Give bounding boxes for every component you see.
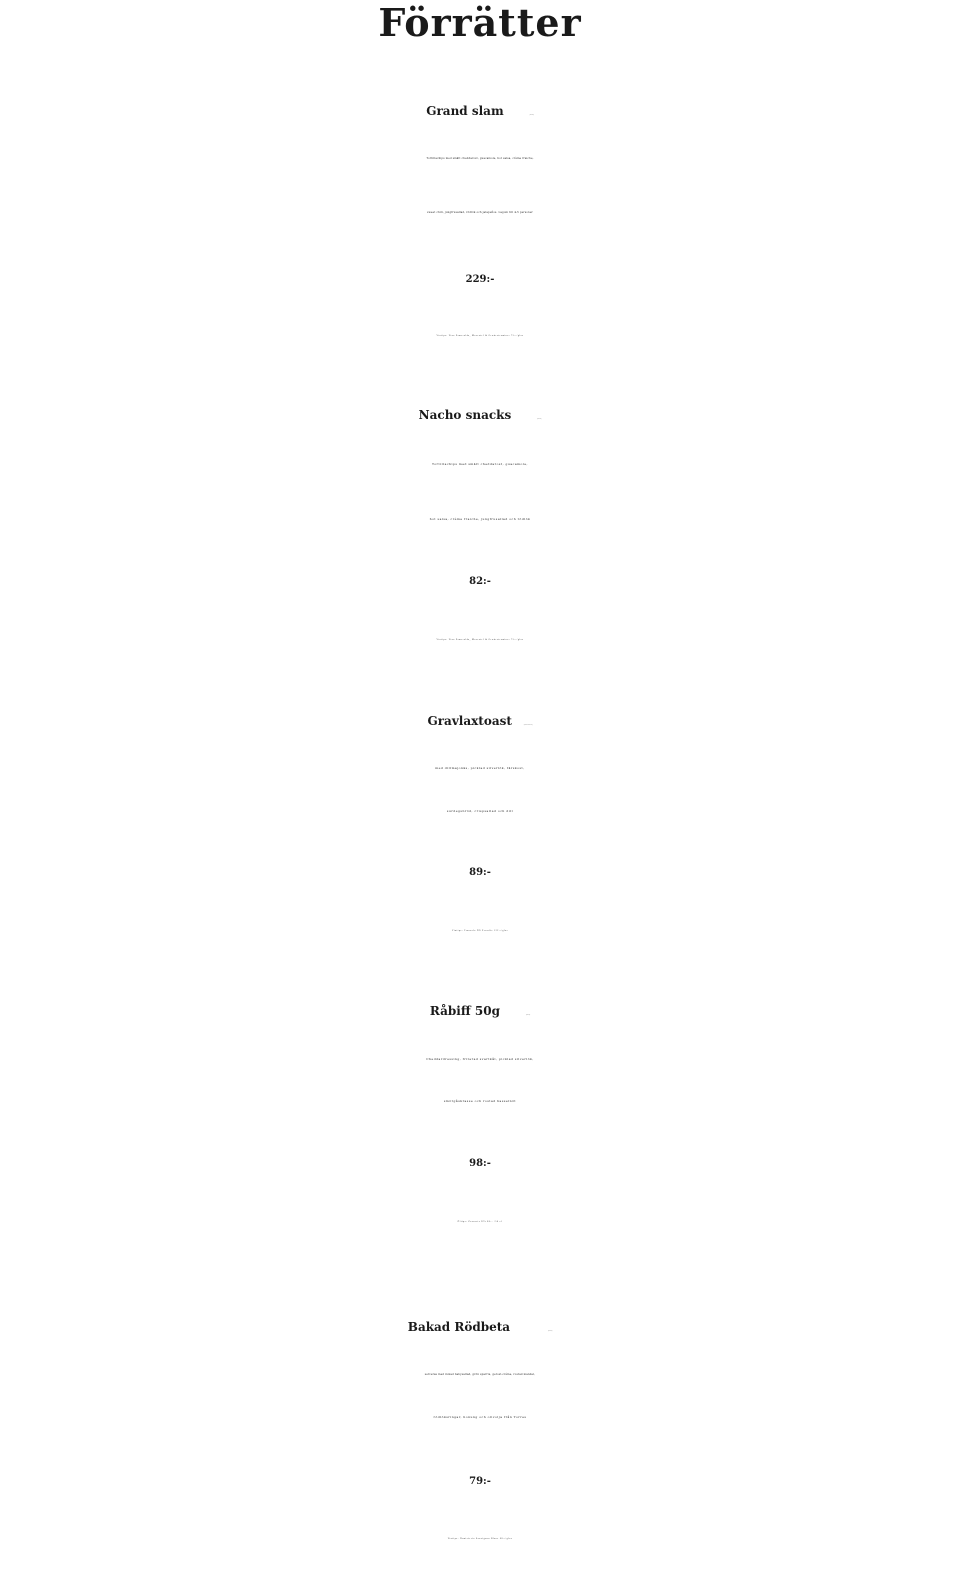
drink-tip: Vintips: Hemisferio Sauvignon Blanc 68:-/glas — [447, 1538, 513, 1540]
dish-description: hot salsa, crème fraiche, jungfrusallad och rödlök — [429, 517, 531, 521]
dietary-tag: (glutenfri) — [548, 1331, 553, 1332]
drink-tip: Vintips: Vina Esmeralda, Moscatel & Gewürztraminer 75:-/glas — [436, 335, 524, 337]
dish-price: 89:- — [469, 867, 491, 878]
dish-price: 98:- — [469, 1158, 491, 1169]
dish-description: serveras med mixad babysallad, grön sparris, getost-créme, rostad mandel, — [424, 1373, 536, 1376]
dish-price: 79:- — [469, 1476, 491, 1487]
dish-description: Tortillachips med smält cheddarost, guacamole, — [431, 462, 528, 466]
drink-tip: Vintips: Vina Esmeralda, Moscatel & Gewürztraminer 75:-/glas — [436, 639, 524, 641]
page-title: Förrätter — [378, 0, 582, 45]
dish-name: Bakad Rödbeta — [407, 1320, 511, 1334]
dish-description: med dillmajonäs, picklad silverlök, färskost, — [435, 766, 525, 770]
drink-tip: Vintips: Fransola DO Penedés 122:-/glas — [451, 930, 509, 932]
dish-description: Cheddardressing, friterad svartkål, picklad silverlök, — [426, 1057, 534, 1061]
dish-description: surdegsbröd, crispsallad och dill — [446, 809, 514, 813]
menu-item-heading — [0, 408, 960, 422]
dish-description: sweet chili, jungfrusallad, rödlök och jalapeños. Lagom till 4-5 personer — [427, 211, 533, 214]
dietary-tag: (glutenfri) — [529, 115, 534, 116]
dietary-tag: (glutenfri annat bröd) — [523, 725, 533, 726]
menu-item-heading — [0, 104, 960, 118]
dish-price: 229:- — [465, 274, 495, 285]
dish-name: Råbiff 50g — [429, 1004, 500, 1018]
dietary-tag: (glutenfri) — [525, 1015, 531, 1016]
dish-description: Tortillachips med smält cheddarost, guacamole, hot salsa, crème fraiche, — [426, 157, 534, 160]
menu-item-heading — [0, 714, 960, 728]
dietary-tag: (glutenfri) — [537, 419, 542, 420]
menu-item-heading — [0, 1320, 960, 1334]
menu-item-heading — [0, 1004, 960, 1018]
dish-name: Nacho snacks — [418, 408, 512, 422]
dish-name: Grand slam — [426, 104, 504, 118]
dish-price: 82:- — [469, 576, 491, 587]
drink-tip: Öltips: Zeunerts IPA 68:– /50 cl — [457, 1221, 503, 1223]
dish-name: Gravlaxtoast — [427, 714, 512, 728]
dish-description: rödlöksringar, honung och olivolja från Torres — [433, 1415, 527, 1419]
dish-description: smörgåskrasse och rostad hasselnöt — [443, 1099, 517, 1103]
